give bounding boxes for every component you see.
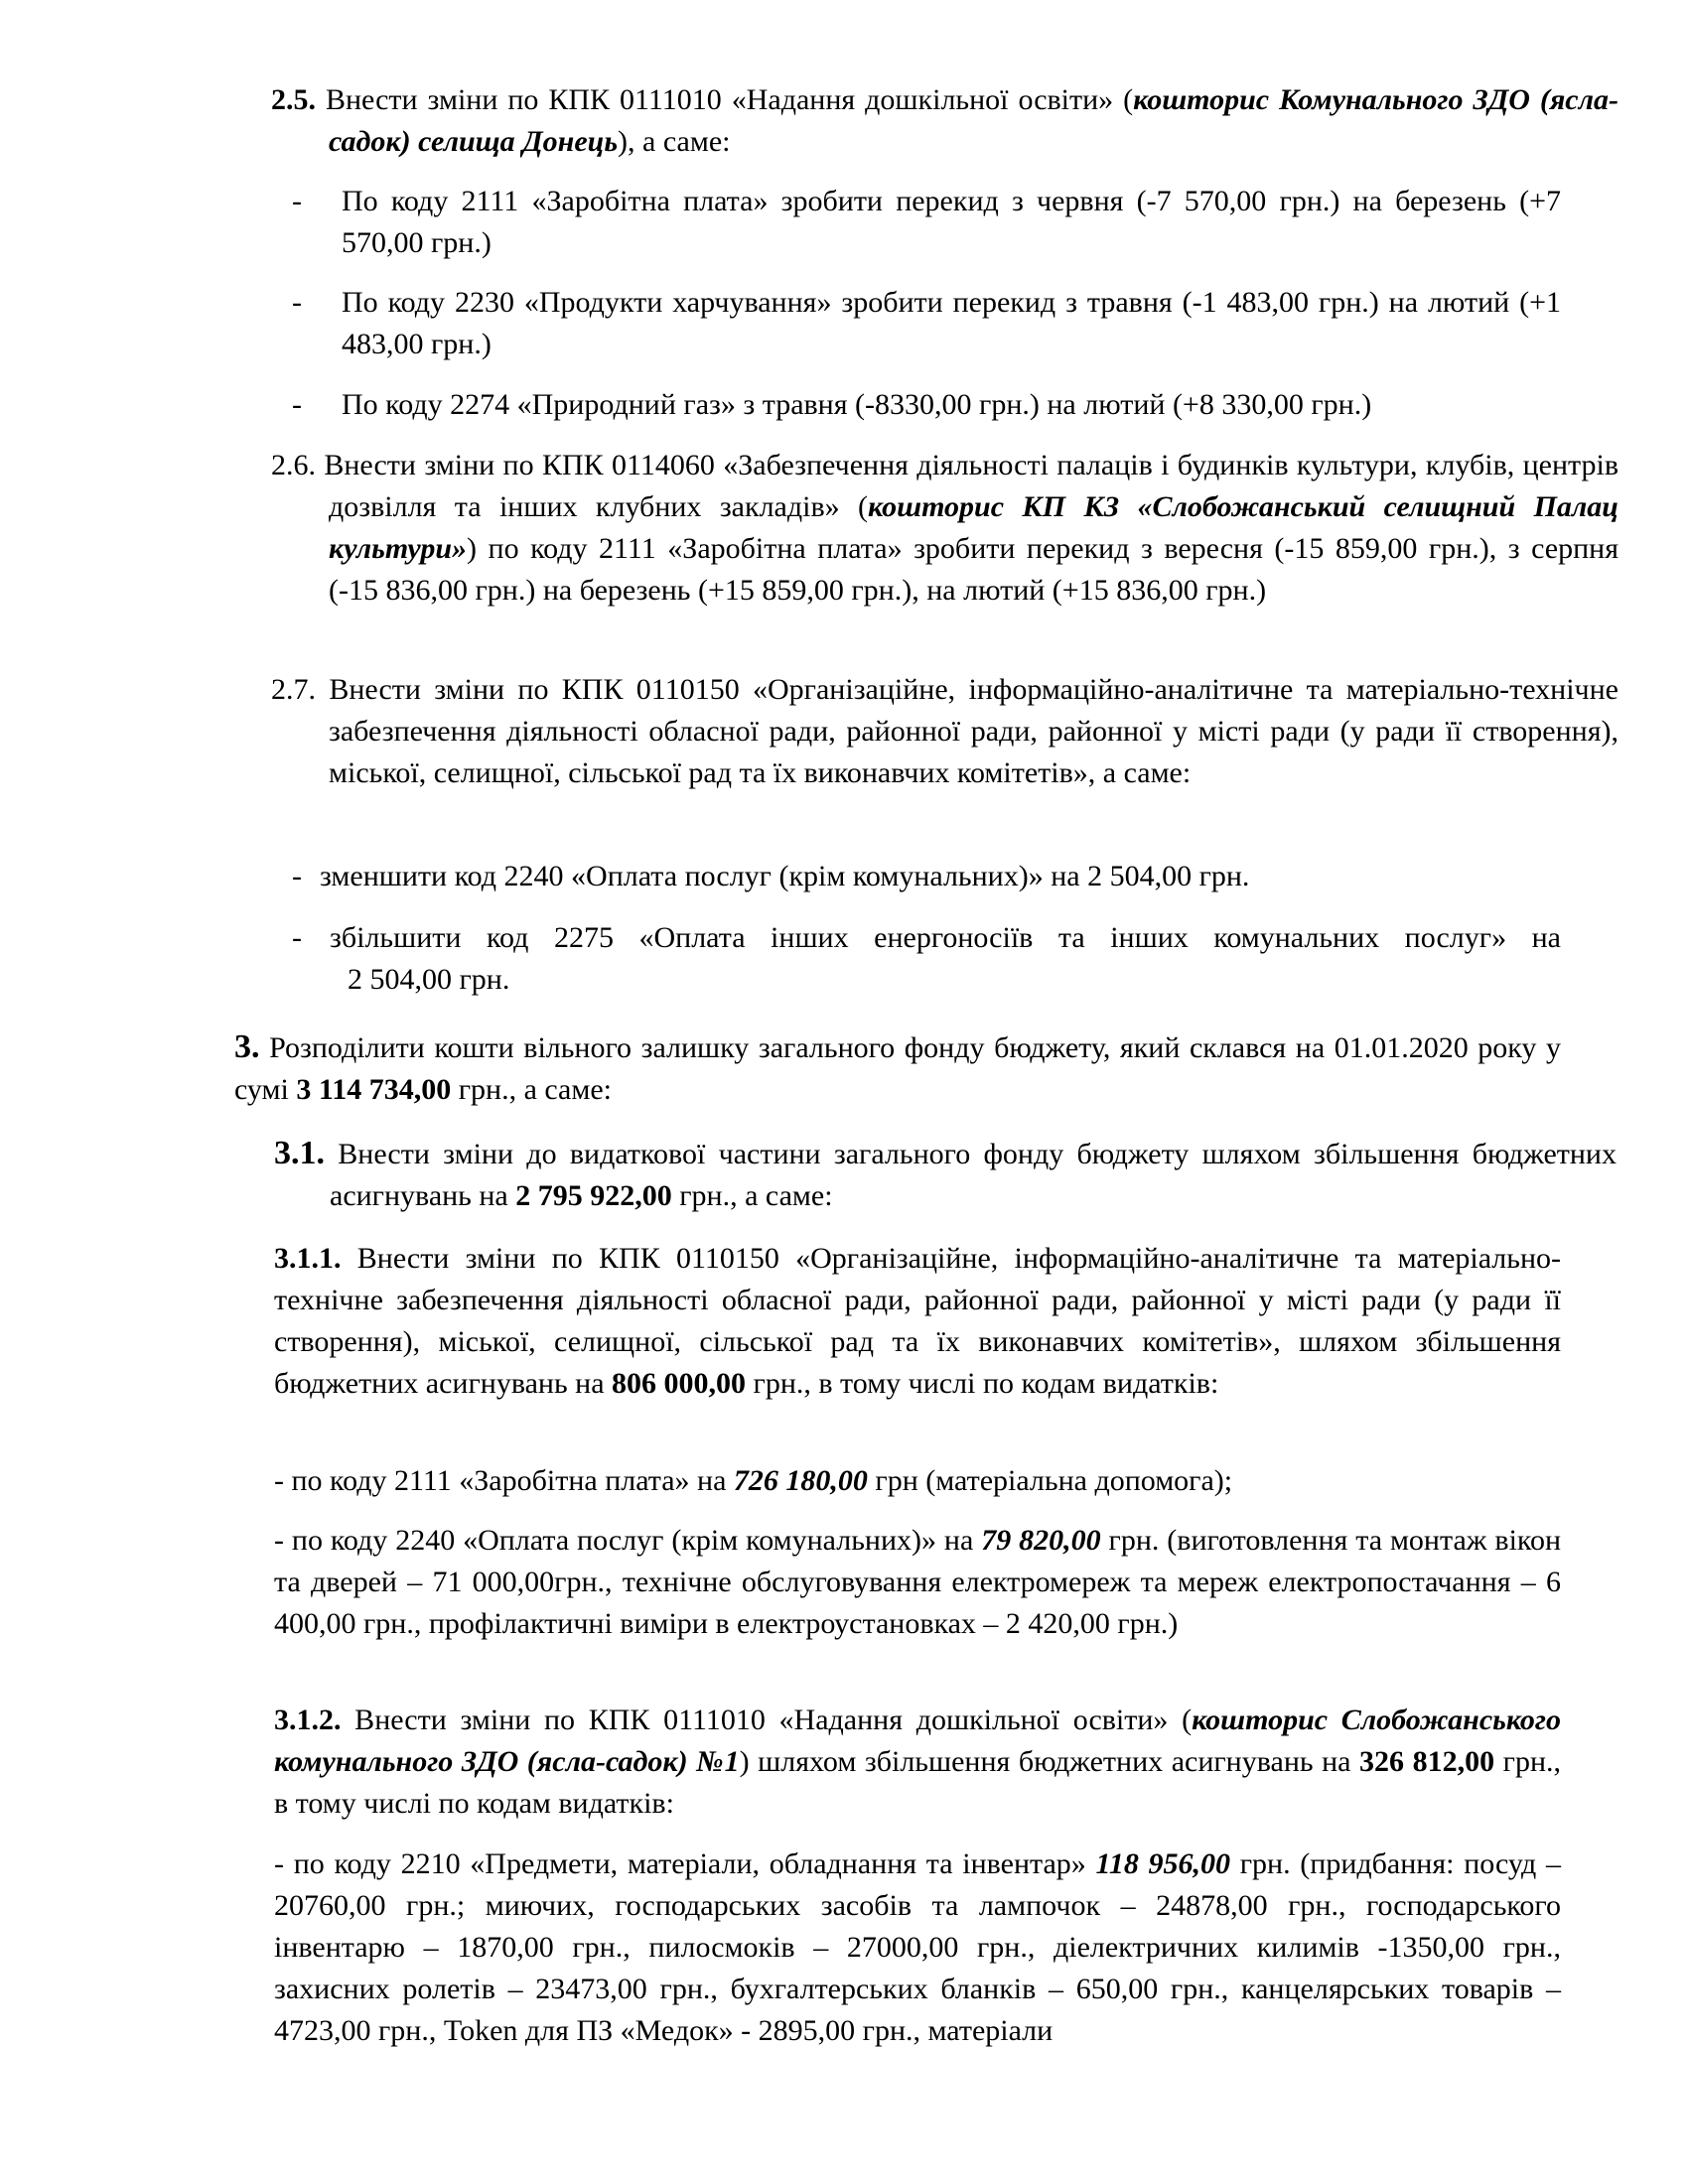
paragraph-text: грн. (придбання: посуд – 20760,00 грн.; миючих, господарських засобів та лампочок – 24878,00 грн., господарського інвентарю – 1870,00 грн., пилосмоків – 27000,00 грн., діелектричних килимів -1350,00 грн., захисних ролетів – 23473,00 грн., бухгалтерських бланків – 650,00 грн., канцелярських товарів – 4723,00 грн., Token для ПЗ «Медок» - 2895,00 грн., матеріали xyxy=(274,1847,1561,2047)
amount: 806 000,00 xyxy=(612,1367,747,1400)
paragraph-text: грн (матеріальна допомога); xyxy=(867,1464,1233,1497)
paragraph-text: ), а саме: xyxy=(618,125,731,158)
paragraph-3-1-1 xyxy=(274,1238,1561,1405)
paragraph-text: грн., а саме: xyxy=(671,1179,833,1212)
amount: 3 114 734,00 xyxy=(296,1073,452,1106)
list-dash: - xyxy=(292,286,302,319)
paragraph-text: грн. (виготовлення та монтаж вікон та дверей – 71 000,00грн., технічне обслуговування електромереж та мереж електропостачання – 6 400,00 грн., профілактичні виміри в електроустановках – 2 420,00 грн.) xyxy=(274,1524,1562,1640)
paragraph-3-1 xyxy=(274,1133,1617,1217)
item-number: 3.1.1. xyxy=(274,1242,342,1275)
list-item: зменшити код 2240 «Оплата послуг (крім комунальних)» на 2 504,00 грн. xyxy=(320,860,1250,892)
item-number: 3.1.2. xyxy=(274,1704,342,1736)
expense-line-2210 xyxy=(274,1843,1561,2052)
paragraph-text: Внести зміни по КПК 0110150 «Організаційне, інформаційно-аналітичне та матеріально-технічне забезпечення діяльності обласної ради, районної ради, районної у місті ради (у ради її створення), міської, селищної, сільської рад та їх виконавчих комітетів», а саме: xyxy=(316,673,1618,789)
list-item: збільшити код 2275 «Оплата інших енергоносіїв та інших комунальних послуг» на xyxy=(330,921,1561,954)
paragraph-text: грн., в тому числі по кодам видатків: xyxy=(274,1745,1562,1820)
paragraph-text: Внести зміни по КПК 0111010 «Надання дошкільної освіти» ( xyxy=(316,83,1134,116)
section-number: 3.1. xyxy=(274,1135,325,1171)
estimate-name: кошторис Комунального ЗДО (ясла-садок) селища Донець xyxy=(329,83,1618,158)
paragraph-text: Розподілити кошти вільного залишку загального фонду бюджету, який склався на 01.01.2020 року у сумі xyxy=(234,1031,1561,1106)
list-dash: - xyxy=(292,388,302,421)
item-number: 2.5. xyxy=(271,83,316,116)
paragraph-text: грн., в тому числі по кодам видатків: xyxy=(746,1367,1219,1400)
paragraph-text: ) шляхом збільшення бюджетних асигнувань на xyxy=(739,1745,1360,1778)
amount: 79 820,00 xyxy=(981,1524,1101,1557)
list-item: По коду 2230 «Продукти харчування» зробити перекид з травня (-1 483,00 грн.) на лютий (+1 483,00 грн.) xyxy=(342,286,1561,360)
list-item: По коду 2274 «Природний газ» з травня (-8330,00 грн.) на лютий (+8 330,00 грн.) xyxy=(342,388,1372,421)
paragraph-3-1-2 xyxy=(274,1700,1561,1825)
item-number: 2.6. xyxy=(271,449,316,481)
expense-line-2111 xyxy=(274,1460,1561,1502)
paragraph-text: Внести зміни по КПК 0114060 «Забезпечення діяльності палаців і будинків культури, клубів, центрів дозвілля та інших клубних закладів» ( xyxy=(316,449,1618,523)
list-dash: - xyxy=(292,921,302,954)
expense-line-2240 xyxy=(274,1520,1561,1645)
amount: 2 795 922,00 xyxy=(515,1179,672,1212)
paragraph-2-5 xyxy=(271,79,1618,163)
item-number: 2.7. xyxy=(271,673,316,706)
list-dash: - xyxy=(292,860,302,892)
paragraph-3 xyxy=(234,1026,1561,1111)
amount: 118 956,00 xyxy=(1095,1847,1231,1880)
paragraph-text: Внести зміни до видаткової частини загального фонду бюджету шляхом збільшення бюджетних асигнувань на xyxy=(325,1138,1617,1212)
amount: 326 812,00 xyxy=(1359,1745,1495,1778)
estimate-name: кошторис Слобожанського комунального ЗДО (ясла-садок) №1 xyxy=(274,1704,1561,1778)
paragraph-text: Внести зміни по КПК 0111010 «Надання дошкільної освіти» ( xyxy=(341,1704,1193,1736)
amount: 726 180,00 xyxy=(733,1464,868,1497)
paragraph-2-7 xyxy=(271,669,1618,794)
paragraph-text: - по коду 2210 «Предмети, матеріали, обладнання та інвентар» xyxy=(274,1847,1096,1880)
list-item: По коду 2111 «Заробітна плата» зробити перекид з червня (-7 570,00 грн.) на березень (+7 570,00 грн.) xyxy=(342,185,1561,259)
paragraph-text: - по коду 2240 «Оплата послуг (крім комунальних)» на xyxy=(274,1524,982,1557)
list-dash: - xyxy=(292,185,302,217)
paragraph-2-6 xyxy=(271,445,1618,612)
section-number: 3. xyxy=(234,1028,260,1065)
paragraph-text: ) по коду 2111 «Заробітна плата» зробити перекид з вересня (-15 859,00 грн.), з серпня (-15 836,00 грн.) на березень (+15 859,00 грн.), на лютий (+15 836,00 грн.) xyxy=(329,532,1618,607)
paragraph-text: - по коду 2111 «Заробітна плата» на xyxy=(274,1464,734,1497)
estimate-name: кошторис КП КЗ «Слобожанський селищний Палац культури» xyxy=(329,490,1618,565)
list-item-continuation: 2 504,00 грн. xyxy=(348,963,510,996)
paragraph-text: Внести зміни по КПК 0110150 «Організаційне, інформаційно-аналітичне та матеріально-технічне забезпечення діяльності обласної ради, районної ради, районної у місті ради (у ради її створення), міської, селищної, сільської рад та їх виконавчих комітетів», шляхом збільшення бюджетних асигнувань на xyxy=(274,1242,1561,1400)
paragraph-text: грн., а саме: xyxy=(451,1073,613,1106)
